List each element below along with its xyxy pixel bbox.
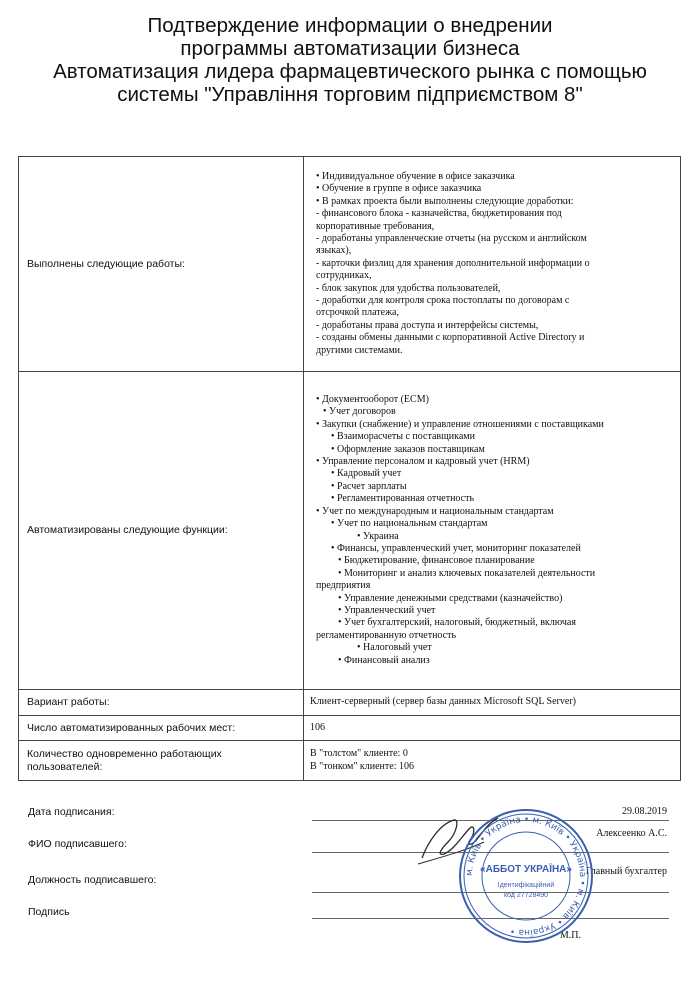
works-line: - созданы обмены данными с корпоративной Active Directory и: [316, 332, 585, 344]
title-line-3: Автоматизация лидера фармацевтического рынка с помощью: [53, 60, 647, 83]
stamp-id-line-1: Ідентифікаційний: [497, 882, 555, 889]
functions-label: Автоматизированы следующие функции:: [19, 372, 304, 690]
functions-line: • Учет по национальным стандартам: [331, 518, 488, 530]
workplaces-value: 106: [304, 716, 681, 741]
functions-line: • Взаиморасчеты с поставщиками: [331, 431, 475, 443]
functions-line: • Финансовый анализ: [338, 654, 430, 666]
functions-line: • Бюджетирование, финансовое планирование: [338, 555, 535, 567]
works-line: - доработаны управленческие отчеты (на русском и английском: [316, 232, 587, 244]
functions-line: • Налоговый учет: [357, 642, 432, 654]
variant-label: Вариант работы:: [19, 690, 304, 716]
stamp-ring-text: м. Київ • Україна • м. Київ • Україна • м. Київ • Україна •: [464, 814, 588, 938]
name-label: ФИО подписавшего:: [28, 838, 127, 850]
title-line-2: программы автоматизации бизнеса: [180, 37, 520, 60]
sign-label: Подпись: [28, 906, 70, 918]
date-label: Дата подписания:: [28, 806, 115, 818]
functions-line: предприятия: [316, 580, 371, 592]
page-title: [0, 14, 700, 106]
concurrent-value: [304, 741, 681, 781]
works-line: - доработки для контроля срока постоплаты по договорам с: [316, 295, 570, 307]
works-line: - финансового блока - казначейства, бюджетирования под: [316, 208, 562, 220]
functions-line: • Мониторинг и анализ ключевых показателей деятельности: [338, 567, 596, 579]
functions-line: • Управление персоналом и кадровый учет (HRM): [316, 456, 530, 468]
table-row-works: [19, 157, 681, 372]
concurrent-value-thick: В "толстом" клиенте: 0: [310, 748, 408, 760]
functions-line: • Регламентированная отчетность: [331, 493, 475, 505]
works-line: - доработаны права доступа и интерфейсы системы,: [316, 319, 539, 331]
stamp-center-text: «АББОТ УКРАЇНА»: [480, 864, 572, 875]
works-line: другими системами.: [316, 344, 403, 356]
name-value: Алексеенко А.С.: [596, 828, 667, 839]
table-row-variant: [19, 690, 681, 716]
works-line: языках),: [316, 245, 352, 257]
table-row-workplaces: [19, 716, 681, 741]
functions-line: • Управление денежными средствами (казначейство): [338, 592, 563, 604]
works-line: • В рамках проекта были выполнены следующие доработки:: [316, 195, 574, 207]
functions-line: • Расчет зарплаты: [331, 480, 407, 492]
date-value: 29.08.2019: [622, 806, 667, 817]
works-line: отсрочкой платежа,: [316, 307, 399, 319]
functions-line: • Учет по международным и национальным стандартам: [316, 505, 554, 517]
works-line: • Обучение в группе в офисе заказчика: [316, 183, 482, 195]
title-line-1: Подтверждение информации о внедрении: [147, 14, 553, 37]
mp-label: М.П.: [559, 930, 581, 941]
works-line: • Индивидуальное обучение в офисе заказчика: [316, 170, 515, 182]
functions-line: • Кадровый учет: [331, 468, 402, 480]
position-value: Главный бухгалтер: [585, 866, 667, 877]
workplaces-label: Число автоматизированных рабочих мест:: [19, 716, 304, 741]
title-line-4: системы "Управління торговим підприємством 8": [117, 83, 583, 106]
functions-line: • Закупки (снабжение) и управление отношениями с поставщиками: [316, 418, 604, 430]
functions-line: • Учет договоров: [323, 406, 396, 418]
stamp-id-line-2: код 27728490: [503, 892, 549, 899]
functions-line: • Учет бухгалтерский, налоговый, бюджетный, включая: [338, 617, 576, 629]
works-line: корпоративные требования,: [316, 220, 435, 232]
functions-line: • Документооборот (ECM): [316, 394, 429, 406]
concurrent-label-line-2: пользователей:: [27, 760, 103, 773]
functions-line: • Оформление заказов поставщикам: [331, 443, 485, 455]
company-stamp: [458, 808, 594, 944]
works-label: Выполнены следующие работы:: [19, 157, 304, 372]
functions-line: • Украина: [357, 530, 399, 542]
table-row-functions: [19, 372, 681, 690]
functions-line: • Финансы, управленческий учет, мониторинг показателей: [331, 542, 581, 554]
variant-value: Клиент-серверный (сервер базы данных Microsoft SQL Server): [304, 690, 681, 716]
concurrent-label: [19, 741, 304, 781]
functions-line: • Управленческий учет: [338, 604, 436, 616]
table-row-concurrent: [19, 741, 681, 781]
works-list: [304, 157, 681, 372]
concurrent-value-thin: В "тонком" клиенте: 106: [310, 760, 414, 772]
functions-list: [304, 372, 681, 690]
works-line: - карточки физлиц для хранения дополнительной информации о: [316, 257, 590, 269]
concurrent-label-line-1: Количество одновременно работающих: [27, 747, 222, 760]
position-label: Должность подписавшего:: [28, 874, 157, 886]
info-table: [18, 156, 681, 781]
works-line: сотрудниках,: [316, 270, 372, 282]
functions-line: регламентированную отчетность: [316, 629, 457, 641]
works-line: - блок закупок для удобства пользователей,: [316, 282, 501, 294]
